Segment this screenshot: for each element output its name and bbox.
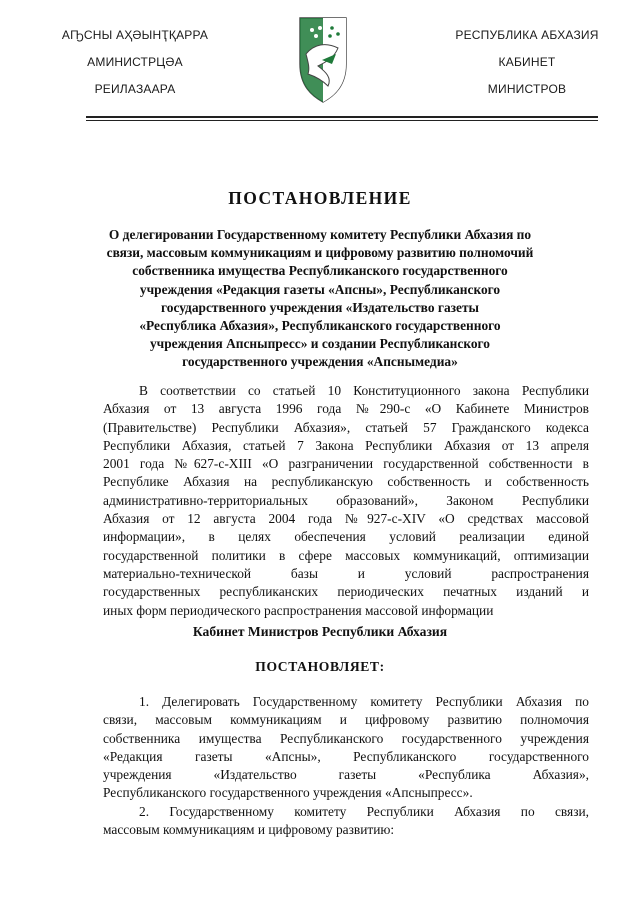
clause-line: массовым коммуникациям и цифровому развитию: [103, 822, 395, 838]
preamble-line: административно-территориальных образований», Законом Республики [103, 492, 589, 508]
document-subject [100, 226, 540, 372]
clause-line: Республиканского государственного учреждения «Апсныпресс». [103, 785, 473, 801]
preamble-line: Республики Абхазия, статьей 7 Закона Республики Абхазия от 13 апреля [103, 437, 589, 453]
clause-line: 1. Делегировать Государственному комитету Республики Абхазия по [139, 694, 589, 709]
clause-1 [103, 693, 589, 803]
preamble-line: В соответствии со статьей 10 Конституционного закона Республики [139, 383, 589, 398]
letterhead-right-line: КАБИНЕТ [498, 55, 556, 69]
issuing-authority: Кабинет Министров Республики Абхазия [192, 624, 448, 639]
preamble-line: материально-технической базы и условий распространения [103, 565, 589, 581]
preamble-line: государственной политики в сфере массовых коммуникаций, оптимизации [103, 547, 589, 563]
letterhead-left [40, 22, 230, 103]
subject-line: «Республика Абхазия», Республиканского государственного [139, 318, 501, 334]
abkhazia-coat-of-arms-icon [296, 14, 350, 104]
subject-line: собственника имущества Республиканского государственного [132, 263, 508, 279]
subject-line: связи, массовым коммуникациям и цифровому развитию полномочий [106, 245, 534, 261]
clause-line: 2. Государственному комитету Республики Абхазия по связи, [139, 804, 589, 819]
letterhead-left-line: АҦСНЫ АҲӘЫНҬҚАРРА [61, 28, 209, 42]
preamble-line: Республике Абхазия на республиканскую собственность и собственность [103, 474, 589, 490]
letterhead-right [432, 22, 622, 103]
clause-line: собственника имущества Республиканского государственного учреждения [103, 730, 589, 746]
letterhead-right-line: РЕСПУБЛИКА АБХАЗИЯ [455, 28, 599, 42]
preamble-paragraph [103, 382, 589, 620]
letterhead-divider-thick [86, 116, 598, 118]
letterhead-left-line: РЕИЛАЗААРА [94, 82, 176, 96]
subject-line: государственного учреждения «Издательство газеты [161, 299, 479, 315]
preamble-line: Абхазия от 13 августа 1996 года №290-с «О Кабинете Министров [103, 401, 589, 417]
subject-line: учреждения «Редакция газеты «Апсны», Республиканского [139, 281, 501, 297]
document-title: ПОСТАНОВЛЕНИЕ [228, 188, 412, 208]
subject-line: О делегировании Государственному комитету Республики Абхазия по [108, 227, 532, 242]
preamble-line: (Правительстве) Республики Абхазия», статьей 57 Гражданского кодекса [103, 419, 589, 435]
preamble-line: государственных республиканских периодических печатных изданий и [103, 584, 589, 600]
subject-line: государственного учреждения «Апснымедиа» [182, 354, 458, 370]
clause-line: учреждения «Издательство газеты «Республика Абхазия», [103, 767, 589, 783]
preamble-line: информации», в целях обеспечения условий реализации единой [103, 529, 589, 545]
clause-2 [103, 803, 589, 840]
clause-line: связи, массовым коммуникациям и цифровому развитию полномочия [103, 712, 589, 728]
letterhead-right-line: МИНИСТРОВ [487, 82, 567, 96]
clause-line: «Редакция газеты «Апсны», Республиканского государственного [103, 748, 589, 764]
letterhead-left-line: АМИНИСТРЦӘА [87, 55, 183, 69]
preamble-line: иных форм периодического распространения массовой информации [103, 602, 494, 618]
letterhead-divider-thin [86, 120, 598, 121]
preamble-line: 2001 года №627-с-XIII «О разграничении государственной собственности в [103, 456, 589, 472]
subject-line: учреждения Апсныпресс» и создании Республиканского [149, 336, 490, 352]
preamble-line: Абхазия от 12 августа 2004 года №927-с-XIV «О средствах массовой [103, 511, 589, 527]
resolves-heading: ПОСТАНОВЛЯЕТ: [255, 659, 385, 674]
